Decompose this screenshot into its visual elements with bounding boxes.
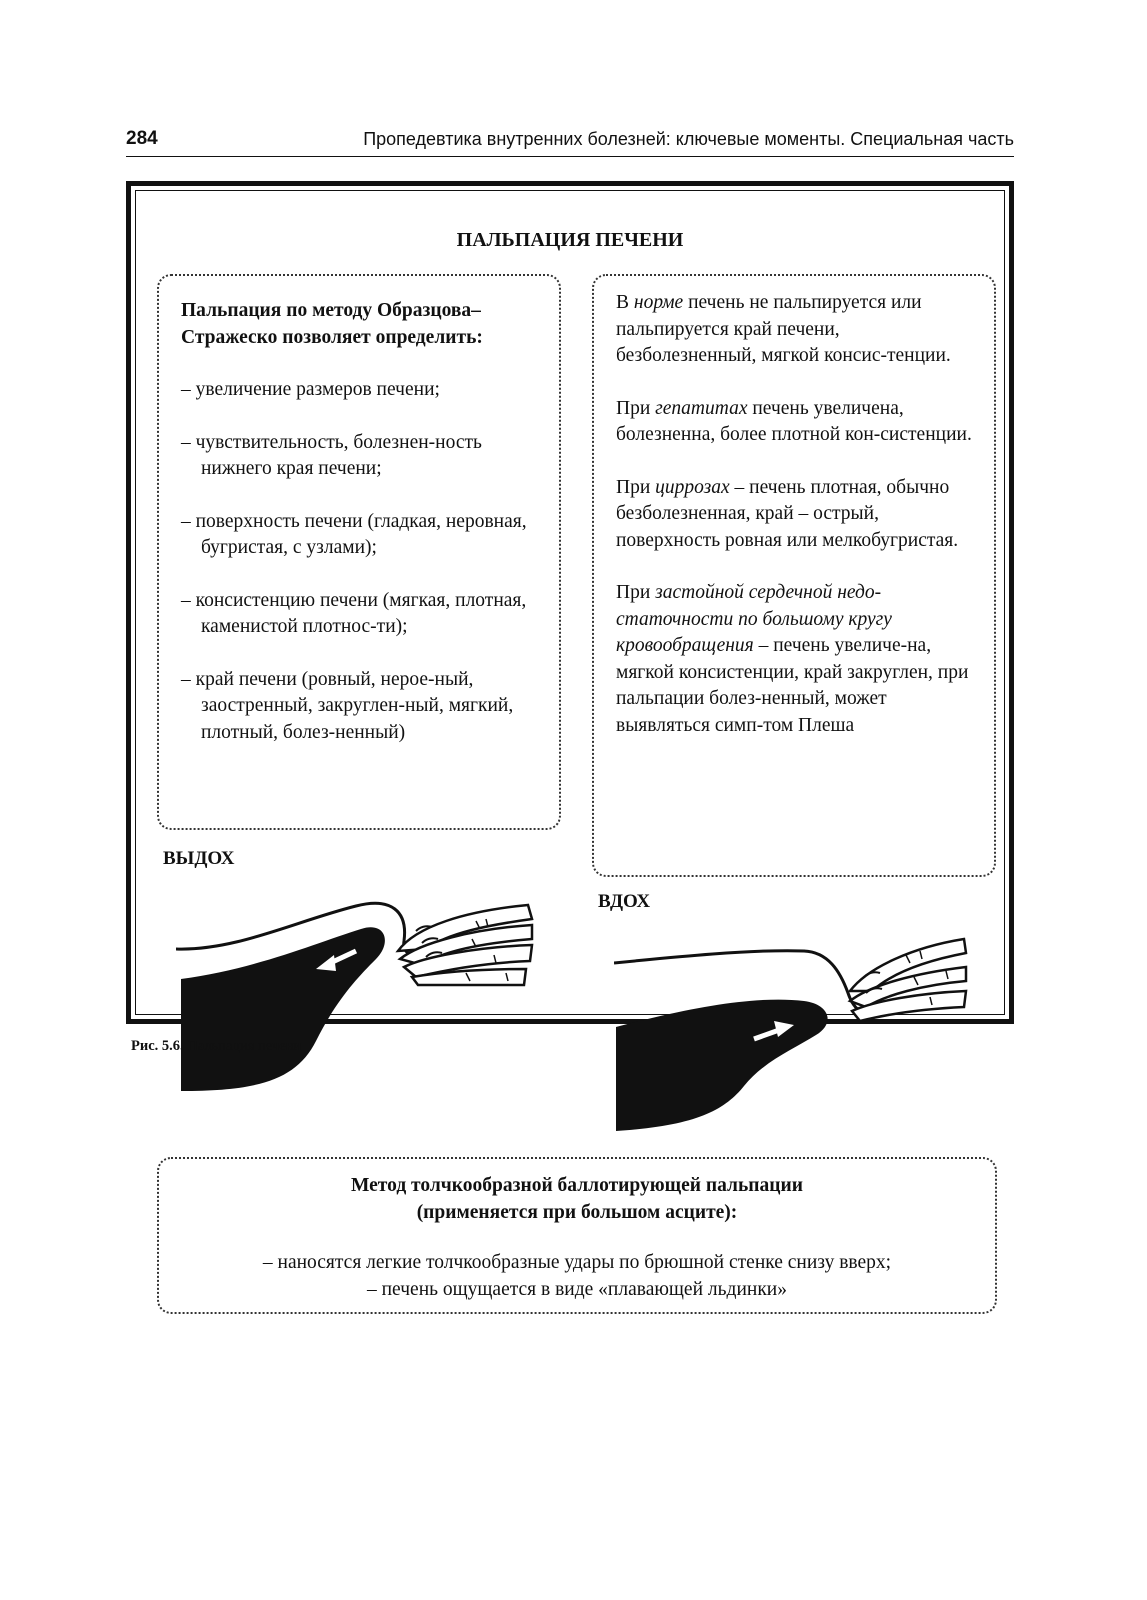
ballottement-heading [169, 1173, 985, 1226]
ballottement-method-box [157, 1157, 997, 1314]
cirrhosis-text: – печень плотная, обычно безболезненная, край – острый, поверхность ровная или мелкобугристая. [616, 476, 959, 551]
ballottement-line: – наносятся легкие толчкообразные удары по брюшной стенке снизу вверх; [262, 1252, 892, 1273]
hepatitis-paragraph [616, 396, 984, 449]
cirrhosis-paragraph [616, 475, 984, 555]
figure-title: ПАЛЬПАЦИЯ ПЕЧЕНИ [456, 229, 684, 251]
hepatitis-pre: При [616, 397, 656, 419]
list-item: – консистенцию печени (мягкая, плотная, каменистой плотнос-ти); [181, 589, 527, 637]
abdominal-wall-line [176, 903, 426, 954]
heart-failure-text: – печень увеличе-на, мягкой консистенции, край закруглен, при пальпации болез-ненный, может выявляться симп-том Плеша [616, 635, 969, 736]
obraztsov-heading [181, 298, 549, 351]
ballottement-heading-line2: (применяется при большом асците): [416, 1201, 738, 1223]
obraztsov-heading-line2: Стражеско позволяет определить: [181, 326, 483, 348]
exhale-palpation-illustration [176, 881, 556, 1121]
list-item: – поверхность печени (гладкая, неровная, бугристая, с узлами); [181, 510, 527, 558]
ballottement-line: – печень ощущается в виде «плавающей льдинки» [367, 1278, 787, 1300]
liver-conditions-box [592, 274, 996, 877]
liver-shape [616, 1000, 828, 1131]
page-header [126, 126, 1014, 157]
ballottement-heading-line1: Метод толчкообразной баллотирующей пальпации [351, 1175, 803, 1196]
inhale-palpation-illustration [614, 921, 994, 1151]
fingers-icon [850, 939, 966, 1021]
page-number: 284 [126, 128, 158, 149]
figure-caption [131, 1038, 301, 1055]
obraztsov-heading-line1: Пальпация по методу Образцова– [181, 300, 481, 321]
heart-failure-pre: При [616, 582, 656, 603]
list-item: – чувствительность, болезнен-ность нижнего края печени; [181, 431, 482, 479]
list-item: – край печени (ровный, нерое-ный, заостренный, закруглен-ный, мягкий, плотный, болез-ненный) [181, 668, 514, 743]
hepatitis-term: гепатитах [655, 397, 748, 419]
norm-term: норме [633, 292, 684, 313]
norm-text: печень не пальпируется или пальпируется край печени, безболезненный, мягкой консис-тенции. [616, 292, 951, 366]
norm-pre: В [616, 292, 634, 313]
caption-text: Пальпация печени [183, 1038, 302, 1054]
obraztsov-method-box [157, 274, 561, 830]
cirrhosis-term: циррозах [655, 476, 730, 498]
list-item: – увеличение размеров печени; [181, 379, 440, 400]
running-title: Пропедевтика внутренних болезней: ключевые моменты. Специальная часть [363, 129, 1014, 149]
exhale-label: ВЫДОХ [163, 848, 235, 869]
fingers-icon [398, 905, 532, 985]
cirrhosis-pre: При [616, 476, 656, 498]
inhale-label: ВДОХ [598, 891, 651, 912]
heart-failure-term: застойной сердечной недо-статочности по большому кругу кровообращения [616, 582, 892, 656]
heart-failure-paragraph [616, 580, 984, 739]
caption-label: Рис. 5.6. [131, 1038, 184, 1054]
norm-paragraph [616, 290, 984, 370]
hepatitis-text: печень увеличена, болезненна, более плотной кон-систенции. [616, 397, 972, 445]
